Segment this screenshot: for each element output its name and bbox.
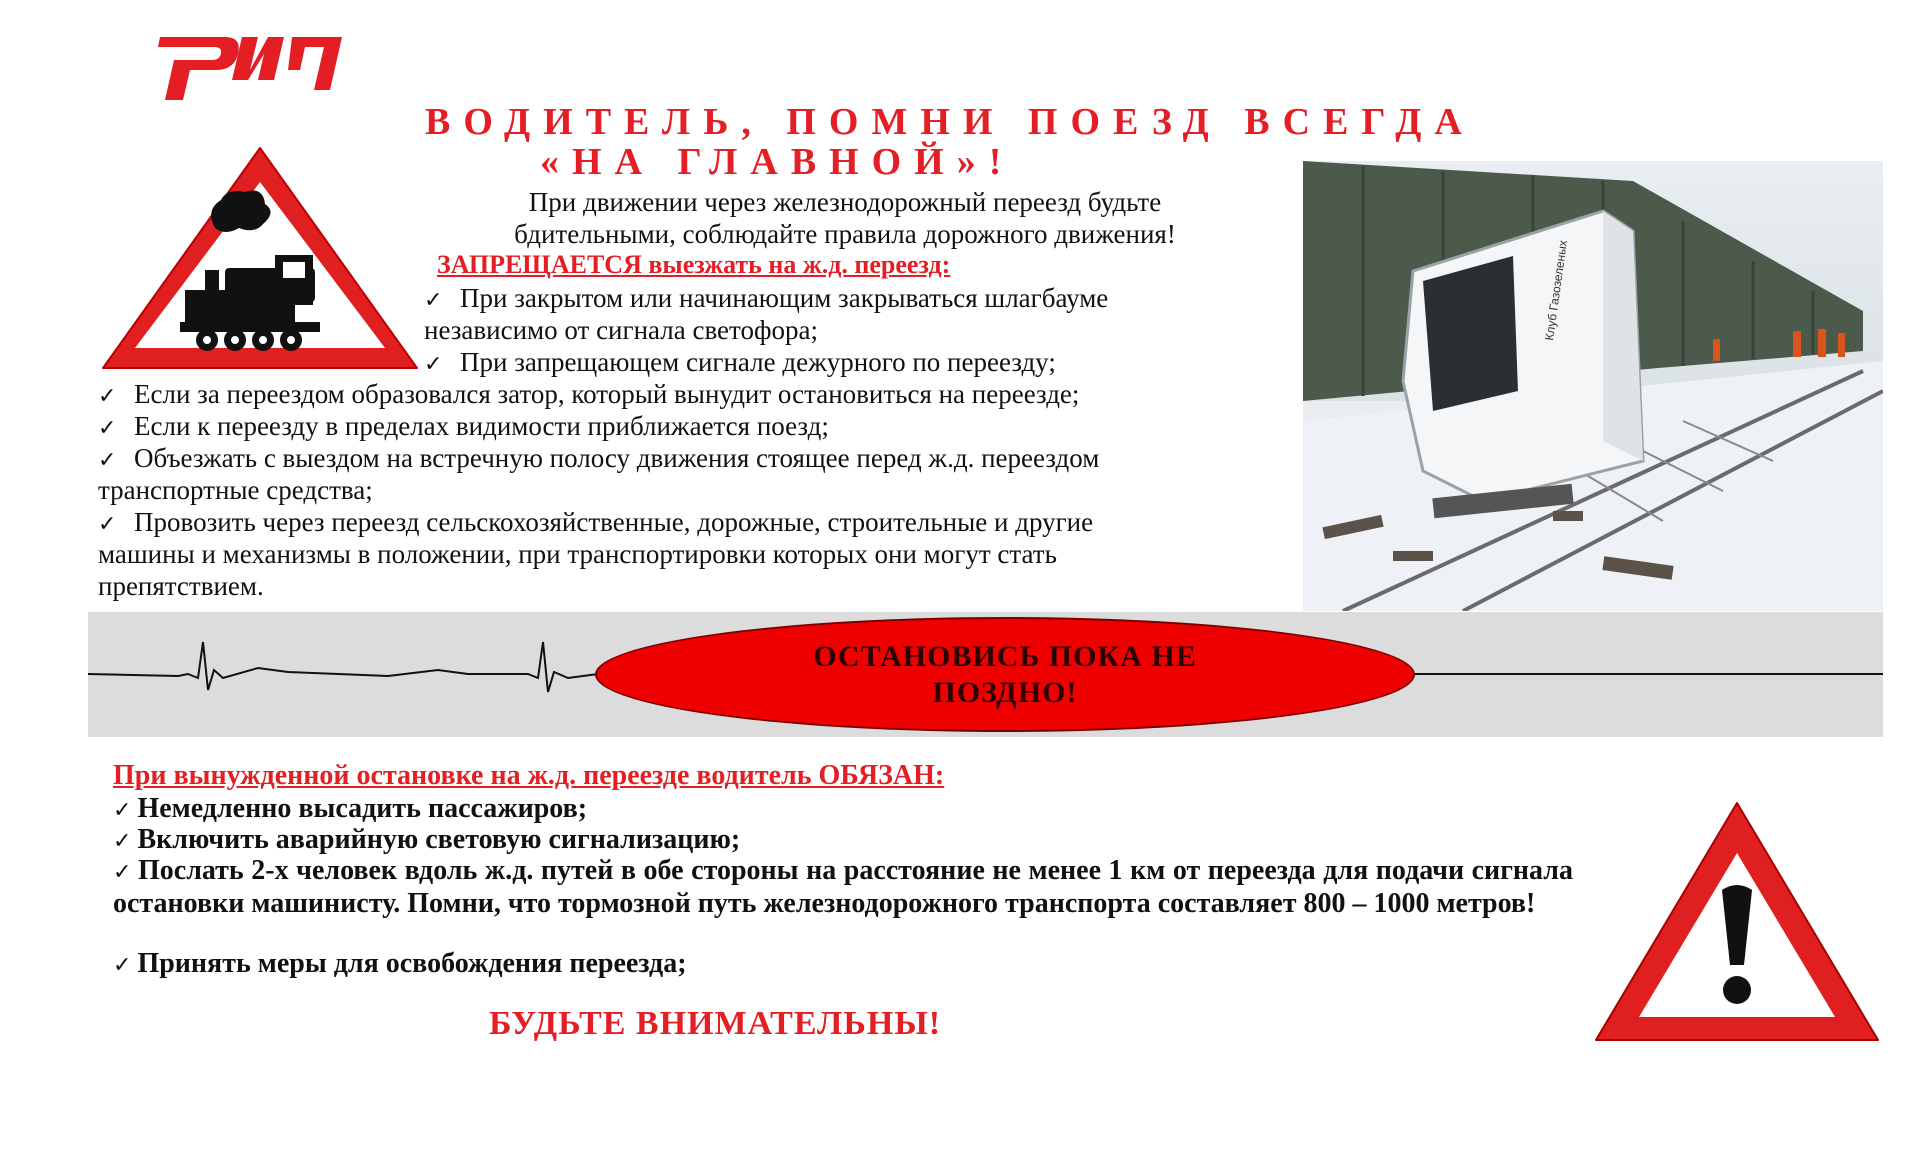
check-icon: ✓ <box>98 416 117 441</box>
check-icon: ✓ <box>98 448 117 473</box>
be-careful-message: БУДЬТЕ ВНИМАТЕЛЬНЫ! <box>488 1005 942 1042</box>
forbidden-item-continuation: транспортные средства; <box>98 475 373 505</box>
title-line-2: «НА ГЛАВНОЙ»! <box>540 141 1015 183</box>
accident-photo <box>1303 161 1883 611</box>
forbidden-item-continuation: препятствием. <box>98 571 264 601</box>
intro-line-2: бдительными, соблюдайте правила дорожного движения! <box>514 219 1176 249</box>
title-line-1: ВОДИТЕЛЬ, ПОМНИ ПОЕЗД ВСЕГДА <box>425 101 1475 143</box>
check-icon: ✓ <box>424 352 443 377</box>
stop-message-line-1: ОСТАНОВИСЬ ПОКА НЕ <box>813 639 1197 673</box>
rzd-logo <box>150 22 350 107</box>
railway-crossing-warning-icon <box>95 140 425 375</box>
forbidden-heading: ЗАПРЕЩАЕТСЯ выезжать на ж.д. переезд: <box>437 250 951 279</box>
forbidden-item: ✓ Объезжать с выездом на встречную полосу движения стоящее перед ж.д. переездом <box>98 442 1099 477</box>
forbidden-item: ✓ Если к переезду в пределах видимости приближается поезд; <box>98 410 829 445</box>
obligation-item: ✓ Включить аварийную световую сигнализацию; <box>113 824 741 855</box>
forbidden-item: ✓ Провозить через переезд сельскохозяйственные, дорожные, строительные и другие <box>98 506 1093 541</box>
truck-label: Клуб Газозеленых <box>1542 239 1571 342</box>
forbidden-item: ✓ При закрытом или начинающим закрываться шлагбауме <box>424 282 1108 317</box>
stop-message-line-2: ПОЗДНО! <box>932 675 1078 709</box>
obligation-item: ✓ Немедленно высадить пассажиров; <box>113 793 588 824</box>
obligation-item: ✓ Принять меры для освобождения переезда; <box>113 948 687 979</box>
check-icon: ✓ <box>113 860 132 885</box>
obligations-heading: При вынужденной остановке на ж.д. переезде водитель ОБЯЗАН: <box>113 760 945 791</box>
stop-message-oval <box>595 617 1415 732</box>
check-icon: ✓ <box>113 953 132 978</box>
check-icon: ✓ <box>98 384 117 409</box>
forbidden-item: ✓ Если за переездом образовался затор, который вынудит остановиться на переезде; <box>98 378 1079 413</box>
check-icon: ✓ <box>113 798 132 823</box>
forbidden-item: ✓ При запрещающем сигнале дежурного по переезду; <box>424 346 1056 381</box>
check-icon: ✓ <box>424 288 443 313</box>
check-icon: ✓ <box>113 829 132 854</box>
forbidden-item-continuation: машины и механизмы в положении, при транспортировки которых они могут стать <box>98 539 1057 569</box>
intro-line-1: При движении через железнодорожный переезд будьте <box>528 187 1162 217</box>
obligation-item: ✓ Послать 2-х человек вдоль ж.д. путей в обе стороны на расстояние не менее 1 км от переезда для подачи сигнала остановки машинисту. Помни, что тормозной путь железнодорожного транспорта составляет 800 – 1000 метров! <box>113 855 1573 919</box>
forbidden-item-continuation: независимо от сигнала светофора; <box>424 315 818 345</box>
check-icon: ✓ <box>98 512 117 537</box>
